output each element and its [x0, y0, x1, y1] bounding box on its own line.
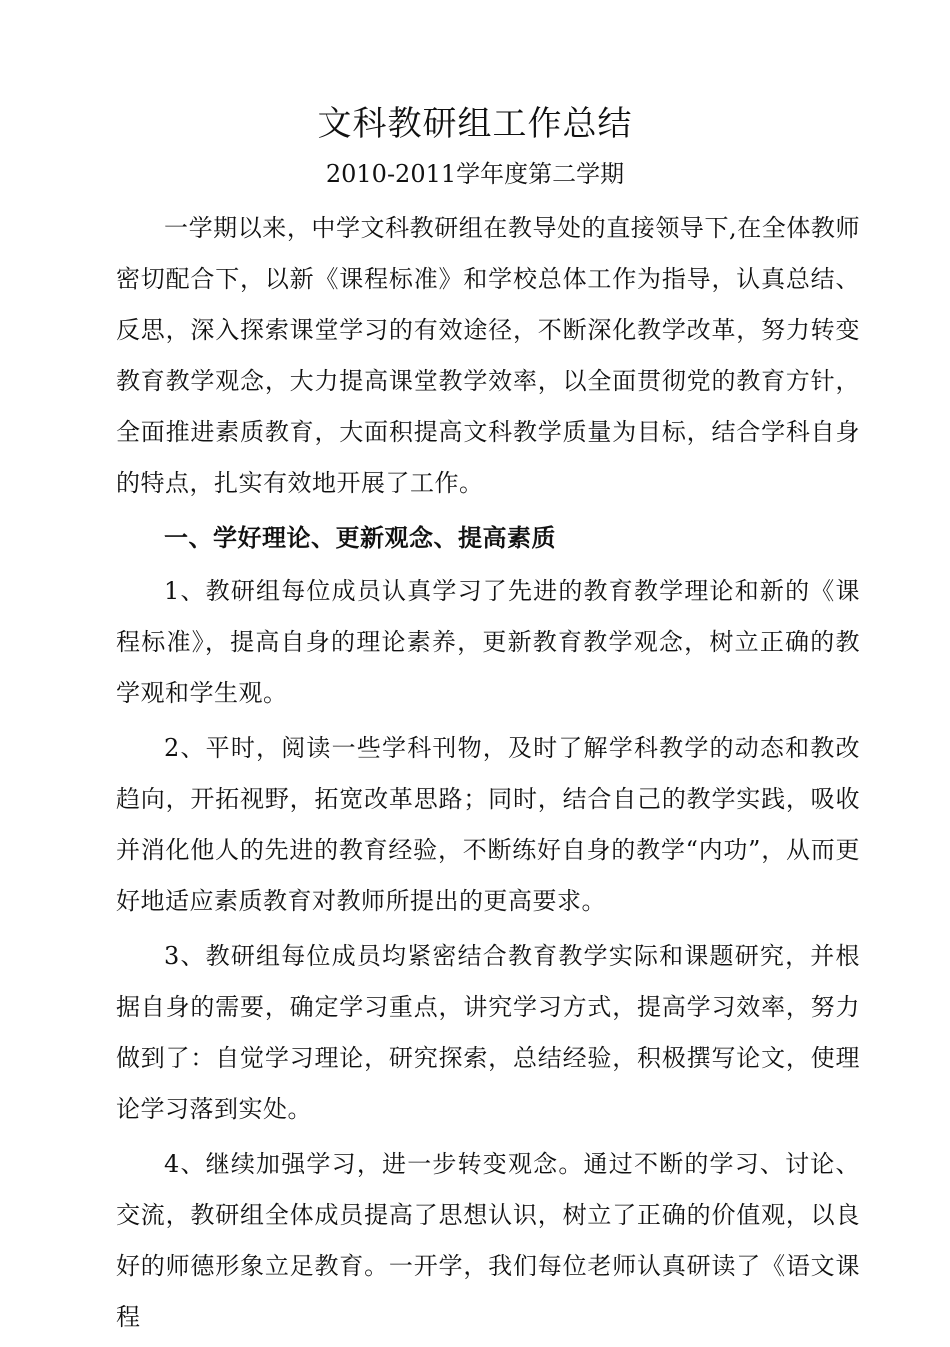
paragraph-2: 2、平时，阅读一些学科刊物，及时了解学科教学的动态和教改趋向，开拓视野，拓宽改革思路；同时，结合自己的教学实践，吸收并消化他人的先进的教育经验，不断练好自身的教学“内功”，从而更好地适应素质教育对教师所提出的更高要求。 — [116, 734, 860, 915]
document-subtitle: 2010-2011学年度第二学期 — [325, 160, 625, 188]
paragraph-4: 4、继续加强学习，进一步转变观念。通过不断的学习、讨论、交流，教研组全体成员提高了思想认识，树立了正确的价值观，以良好的师德形象立足教育。一开学，我们每位老师认真研读了《语文课程 — [116, 1150, 860, 1331]
paragraph-1: 1、教研组每位成员认真学习了先进的教育教学理论和新的《课程标准》，提高自身的理论素养，更新教育教学观念，树立正确的教学观和学生观。 — [116, 577, 860, 707]
document-title: 文科教研组工作总结 — [317, 104, 633, 144]
document-body — [116, 203, 860, 1347]
intro-paragraph: 一学期以来，中学文科教研组在教导处的直接领导下,在全体教师密切配合下，以新《课程标准》和学校总体工作为指导，认真总结、反思，深入探索课堂学习的有效途径，不断深化教学改革，努力转变教育教学观念，大力提高课堂教学效率，以全面贯彻党的教育方针，全面推进素质教育，大面积提高文科教学质量为目标，结合学科自身的特点，扎实有效地开展了工作。 — [116, 214, 860, 497]
section-heading: 一、学好理论、更新观念、提高素质 — [164, 524, 556, 552]
paragraph-3: 3、教研组每位成员均紧密结合教育教学实际和课题研究，并根据自身的需要，确定学习重点，讲究学习方式，提高学习效率，努力做到了：自觉学习理论，研究探索，总结经验，积极撰写论文，使理论学习落到实处。 — [116, 942, 860, 1123]
